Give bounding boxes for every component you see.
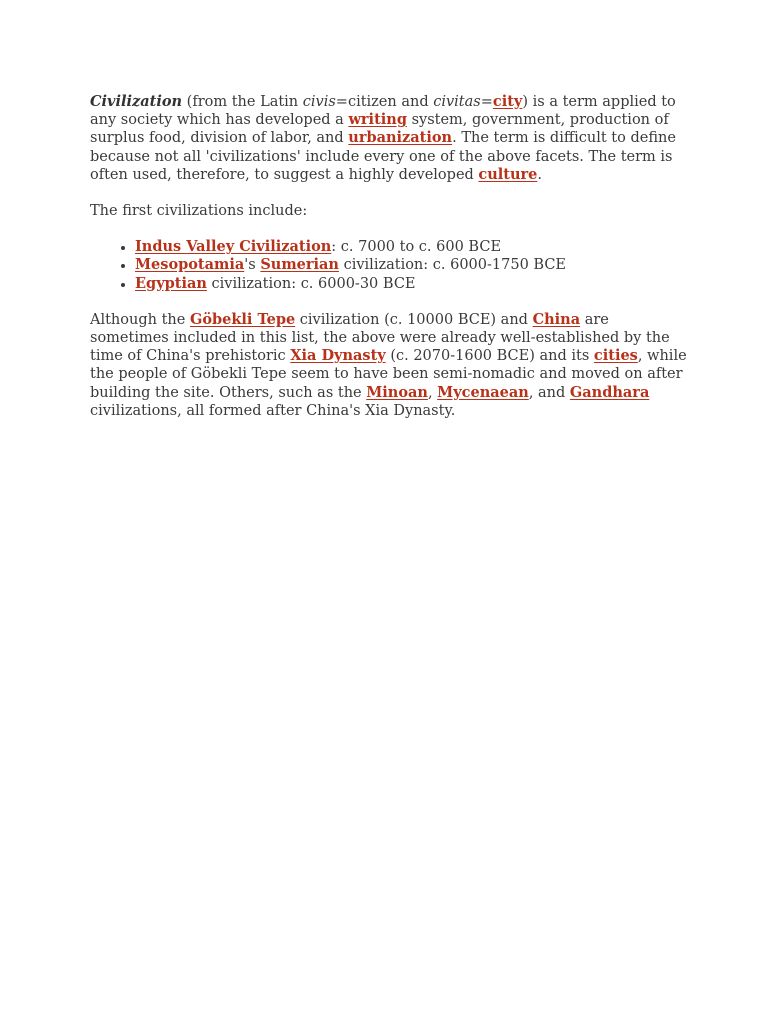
text-run: , while the people of Göbekli Tepe seem to have been semi-nomadic and moved on after building the site. Others, such as the bbox=[90, 348, 687, 401]
text-run: . The term is difficult to define because not all 'civilizations' include every one of the above facets. The term is often used, therefore, to suggest a highly developed bbox=[90, 130, 676, 183]
civilizations-list bbox=[90, 238, 690, 293]
link-minoan[interactable]: Minoan bbox=[366, 383, 428, 401]
text-run: system, government, production of surplus food, division of labor, and bbox=[90, 112, 669, 147]
closing-paragraph bbox=[90, 311, 690, 420]
link-writing[interactable]: writing bbox=[348, 111, 407, 129]
link-urbanization[interactable]: urbanization bbox=[348, 129, 453, 147]
link-xia-dynasty[interactable]: Xia Dynasty bbox=[290, 347, 386, 365]
term-civitas: civitas bbox=[433, 94, 481, 110]
link-city[interactable]: city bbox=[492, 93, 523, 110]
text-run: civilization: c. 6000-1750 BCE bbox=[338, 257, 567, 274]
text-run: , bbox=[427, 384, 438, 401]
link-culture[interactable]: culture bbox=[478, 165, 538, 183]
term-civilization: Civilization bbox=[90, 93, 183, 110]
link-mycenaean[interactable]: Mycenaean bbox=[437, 383, 529, 401]
term-civis: civis bbox=[302, 94, 336, 110]
text-run: ) is a term applied to any society which has developed a bbox=[90, 94, 676, 129]
text-run: Although the bbox=[90, 311, 190, 328]
text-run: are sometimes included in this list, the above were already well-established by the time of China's prehistoric bbox=[90, 311, 670, 365]
intro-paragraph bbox=[90, 93, 690, 184]
text-run: civilization (c. 10000 BCE) and bbox=[295, 311, 533, 328]
link-mesopotamia[interactable]: Mesopotamia bbox=[135, 256, 245, 274]
text-run: (c. 2070-1600 BCE) and its bbox=[385, 348, 594, 365]
link-sumerian[interactable]: Sumerian bbox=[260, 256, 339, 274]
text-run: civilizations, all formed after China's Xia Dynasty. bbox=[90, 402, 456, 419]
first-civilizations-intro: The first civilizations include: bbox=[90, 203, 308, 220]
text-run: civilization: c. 6000-30 BCE bbox=[206, 275, 416, 292]
link-china[interactable]: China bbox=[532, 310, 581, 328]
text-run: : c. 7000 to c. 600 BCE bbox=[331, 239, 502, 256]
text-run: . bbox=[537, 166, 543, 183]
text-run: 's bbox=[244, 257, 261, 274]
text-run: = bbox=[480, 94, 493, 110]
link-indus-valley[interactable]: Indus Valley Civilization bbox=[135, 238, 332, 256]
link-cities[interactable]: cities bbox=[593, 347, 638, 365]
list-item bbox=[135, 238, 690, 256]
text-run: (from the Latin bbox=[182, 94, 303, 110]
article-body bbox=[90, 93, 690, 438]
text-run: , and bbox=[528, 384, 570, 401]
list-item bbox=[135, 275, 690, 293]
link-egyptian[interactable]: Egyptian bbox=[135, 274, 207, 292]
list-item bbox=[135, 256, 690, 274]
link-gobekli-tepe[interactable]: Göbekli Tepe bbox=[189, 310, 296, 328]
text-run: =citizen and bbox=[335, 94, 434, 110]
link-gandhara[interactable]: Gandhara bbox=[569, 383, 650, 401]
